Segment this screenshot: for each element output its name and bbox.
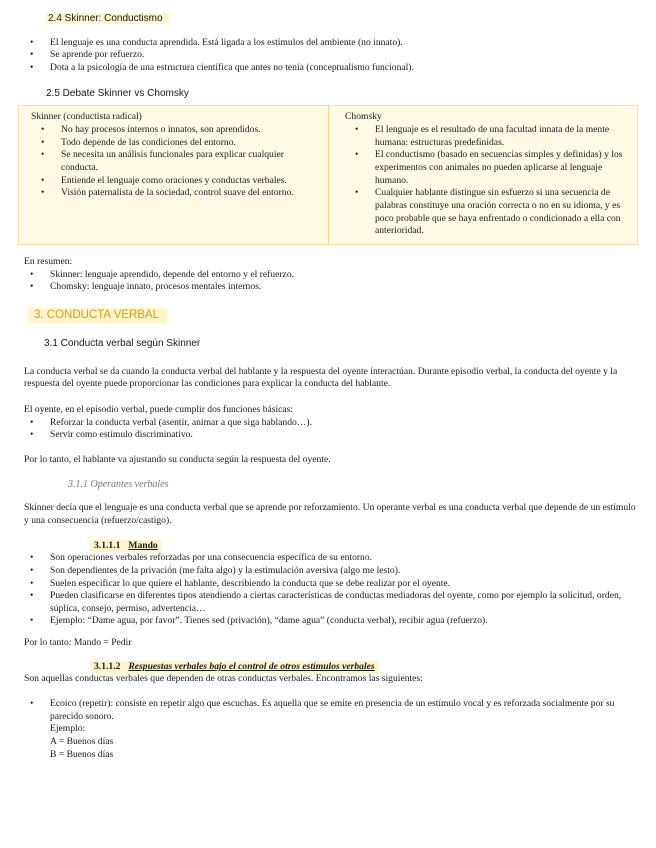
list-item: • Cualquier hablante distingue sin esfuerzo si una secuencia de palabras constituye una oración correcta o no en su idioma, y es poco probable que se haya enfrentado o condicionado a ella con anterioridad. xyxy=(375,187,629,238)
heading-3-1-1: 3.1.1 Operantes verbales xyxy=(68,478,169,490)
summary xyxy=(24,256,636,294)
chomsky-column xyxy=(329,106,637,244)
list-item: • Skinner: lenguaje aprendido, depende del entorno y el refuerzo. xyxy=(50,269,636,282)
paragraph: Skinner decía que el lenguaje es una conducta verbal que se aprende por reforzamiento. Un operante verbal es una conducta verbal que depende de un estímulo y una consecuencia (refuerzo/castigo). xyxy=(24,502,636,526)
list-item: • Visión paternalista de la sociedad, control suave del entorno. xyxy=(61,187,320,200)
heading-title: Mando xyxy=(128,539,158,551)
list-item: • Suelen especificar lo que quiere el hablante, describiendo la conducta que se debe realizar por el oyente. xyxy=(50,578,636,591)
heading-3-1-1-2 xyxy=(90,661,379,674)
skinner-column-title: Skinner (conductista radical) xyxy=(31,111,142,123)
paragraph: Por lo tanto: Mando = Pedir xyxy=(24,637,132,649)
list-item: • Todo depende de las condiciones del entorno. xyxy=(61,137,320,150)
section-2-4 xyxy=(46,12,636,26)
list-2-4 xyxy=(24,37,636,75)
heading-number: 3.1.1.2 xyxy=(94,660,121,672)
list-item: • No hay procesos internos o innatos, son aprendidos. xyxy=(61,124,320,137)
paragraph: Por lo tanto, el hablante va ajustando su conducta según la respuesta del oyente. xyxy=(24,453,331,465)
heading-title: Respuestas verbales bajo el control de otros estímulos verbales xyxy=(128,660,375,672)
summary-label: En resumen: xyxy=(24,255,73,267)
example-label: Ejemplo: xyxy=(50,723,86,735)
comparison-table xyxy=(18,105,638,245)
list-item: • El lenguaje es el resultado de una facultad innata de la mente humana: estructuras predefinidas. xyxy=(375,124,629,149)
heading-mando xyxy=(90,540,162,553)
list-item: • Se necesita un análisis funcionales para explicar cualquier conducta. xyxy=(61,149,320,174)
paragraph: La conducta verbal se da cuando la conducta verbal del hablante y la respuesta del oyente interactúan. Durante episodio verbal, la conducta del oyente y la respuesta del oyente puede proporcionar las condiciones para explicar la conducta del hablante. xyxy=(24,365,618,390)
list-item: • El lenguaje es una conducta aprendida. Está ligada a los estímulos del ambiente (no innato). xyxy=(50,37,636,50)
example-line: A = Buenos días xyxy=(50,736,114,748)
list-item: • Ejemplo: “Dame agua, por favor”. Tienes sed (privación), “dame agua” (conducta verbal), recibir agua (refuerzo). xyxy=(50,615,636,628)
paragraph: Son aquellas conductas verbales que dependen de otras conductas verbales. Encontramos las siguientes: xyxy=(24,673,423,685)
list-item: • Pueden clasificarse en diferentes tipos atendiendo a ciertas características de conductas mediadoras del oyente, como por ejemplo la solicitud, orden, súplica, consejo, permiso, advertencia… xyxy=(50,590,636,615)
example-line: B = Buenos días xyxy=(50,748,114,760)
list-item: • Chomsky: lenguaje innato, procesos mentales internos. xyxy=(50,281,636,294)
heading-2-5: 2.5 Debate Skinner vs Chomsky xyxy=(46,87,189,99)
list-item: • Entiende el lenguaje como oraciones y conductas verbales. xyxy=(61,175,320,188)
chomsky-column-title: Chomsky xyxy=(345,111,382,123)
list-item: • El conductismo (basado en secuencias simples y definidas) y los experimentos con animales no pueden aplicarse al lenguaje humano. xyxy=(375,149,629,187)
list-item: • Dota a la psicología de una estructura científica que antes no tenía (conceptualismo funcional). xyxy=(50,62,636,75)
list-item: • Son operaciones verbales reforzadas por una consecuencia específica de su entorno. xyxy=(50,552,636,565)
skinner-column xyxy=(19,106,329,244)
heading-number: 3.1.1.1 xyxy=(94,539,121,551)
list-item: • Reforzar la conducta verbal (asentir, animar a que siga hablando…). xyxy=(50,417,636,430)
heading-2-4: 2.4 Skinner: Conductismo xyxy=(46,13,169,24)
paragraph: El oyente, en el episodio verbal, puede cumplir dos funciones básicas: xyxy=(24,403,294,415)
heading-3-1: 3.1 Conducta verbal según Skinner xyxy=(44,337,201,349)
list-item: • Son dependientes de la privación (me falta algo) y la estimulación aversiva (algo me lesto). xyxy=(50,565,636,578)
list-item: • Se aprende por refuerzo. xyxy=(50,49,636,62)
ecoico-text: • Ecoico (repetir): consiste en repetir algo que escuchas. Es aquella que se emite en presencia de un estímulo vocal y es reforzada socialmente por su parecido sonoro. xyxy=(50,698,615,722)
heading-3: 3. CONDUCTA VERBAL xyxy=(28,308,167,323)
list-item: • Servir como estímulo discriminativo. xyxy=(50,429,636,442)
list-item xyxy=(50,698,636,761)
